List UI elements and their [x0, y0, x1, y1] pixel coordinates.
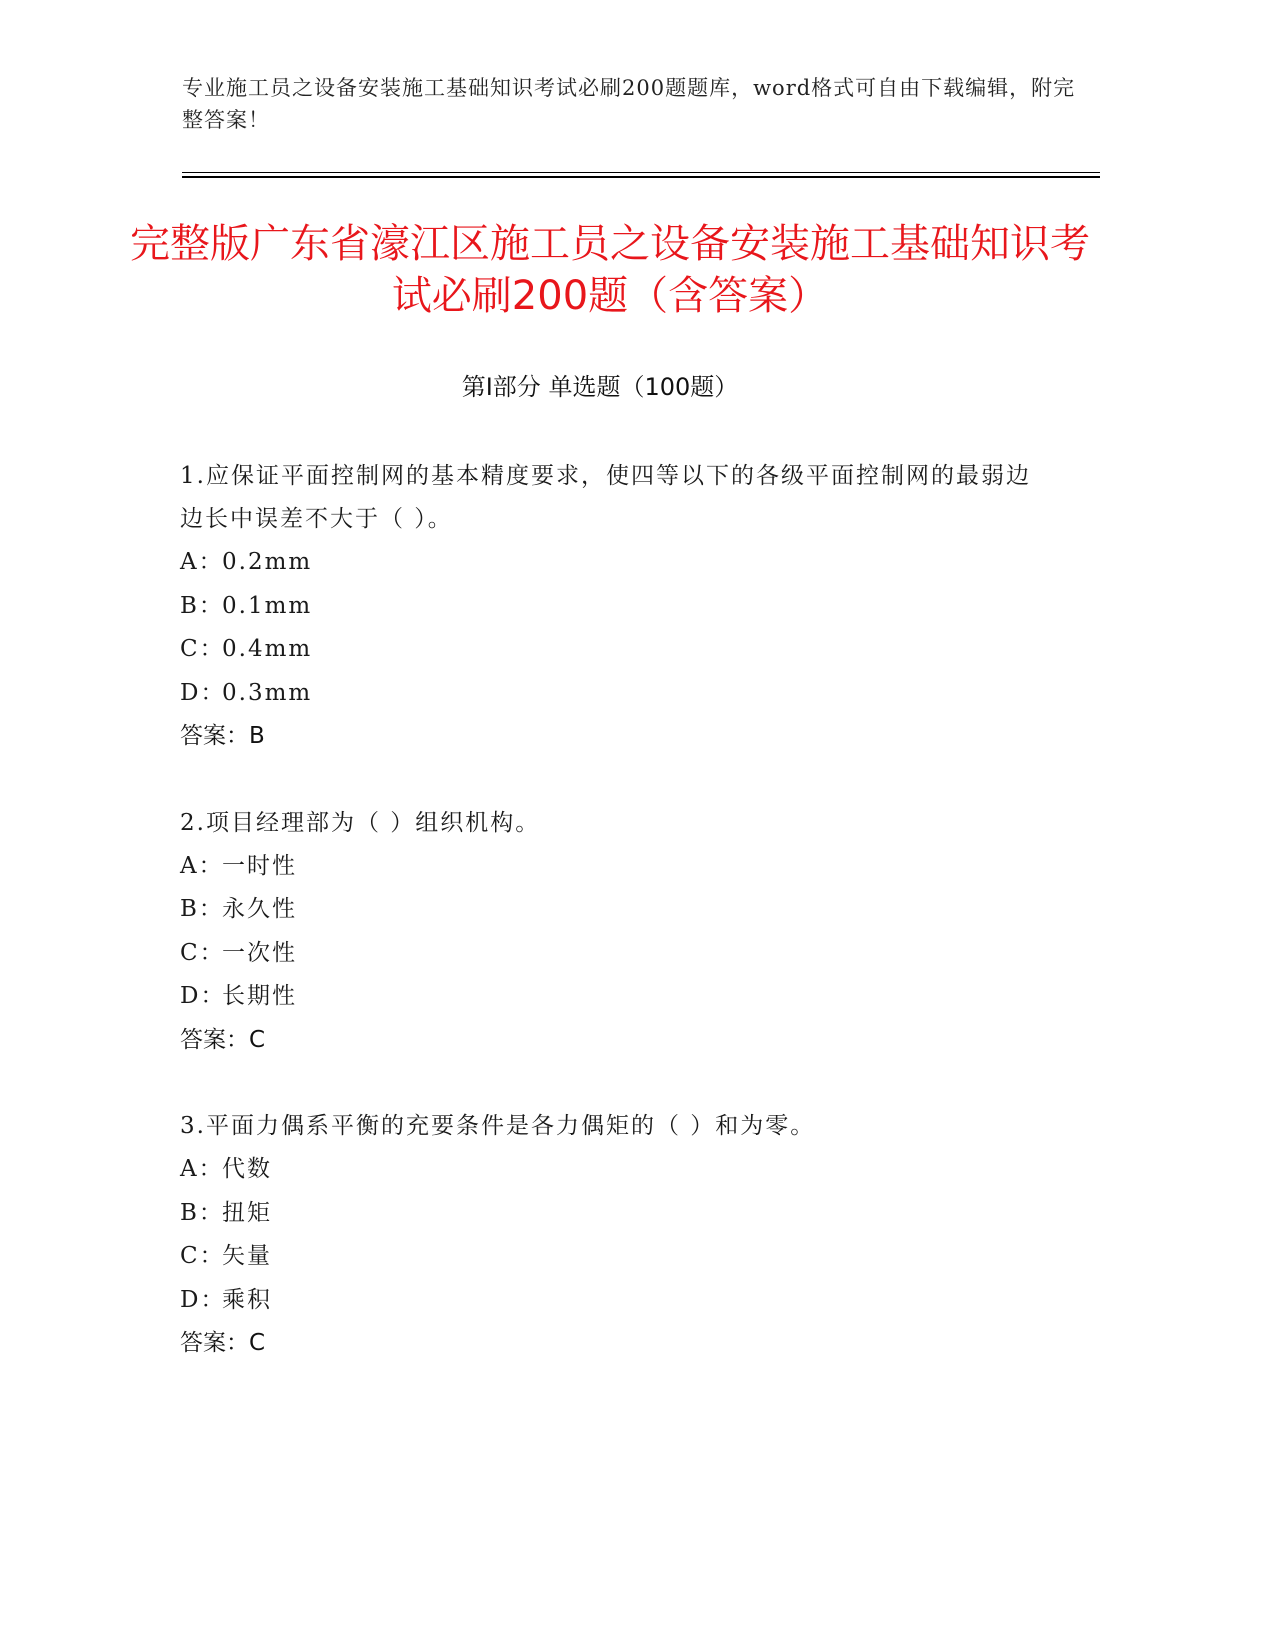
- option-c: [180, 932, 1040, 976]
- option-d: [180, 975, 1040, 1019]
- question-stem: 1.应保证平面控制网的基本精度要求，使四等以下的各级平面控制网的最弱边边长中误差不大于（ ）。: [180, 463, 1031, 532]
- option-letter: D：: [180, 1286, 226, 1313]
- option-letter: D：: [180, 679, 226, 706]
- option-letter: C：: [180, 939, 225, 966]
- option-text: 0.3mm: [222, 679, 313, 706]
- option-letter: C：: [180, 1243, 225, 1269]
- option-c: [180, 1235, 1040, 1279]
- option-a: [180, 541, 1040, 585]
- option-b: [180, 1192, 1040, 1236]
- answer-line: 答案：B: [180, 723, 265, 749]
- option-letter: B：: [180, 1199, 224, 1226]
- option-c: [180, 628, 1040, 672]
- option-d: [180, 672, 1040, 716]
- option-letter: B：: [180, 592, 224, 619]
- question-1: [180, 455, 1040, 759]
- document-title: 完整版广东省濠江区施工员之设备安装施工基础知识考试必刷200题（含答案）: [130, 221, 1090, 319]
- option-text: 0.1mm: [222, 592, 313, 619]
- option-letter: A：: [180, 852, 224, 879]
- question-stem: 2.项目经理部为（ ）组织机构。: [180, 809, 541, 836]
- option-letter: A：: [180, 549, 224, 575]
- option-text: 长期性: [222, 983, 297, 1009]
- question-3: [180, 1105, 1040, 1366]
- option-letter: B：: [180, 896, 224, 922]
- header-note: 专业施工员之设备安装施工基础知识考试必刷200题题库，word格式可自由下载编辑，附完整答案！: [182, 76, 1076, 132]
- section-heading: 第I部分 单选题（100题）: [461, 373, 739, 401]
- option-text: 一次性: [222, 939, 297, 966]
- option-text: 扭矩: [222, 1199, 272, 1226]
- question-2: [180, 802, 1040, 1063]
- option-b: [180, 888, 1040, 932]
- option-letter: C：: [180, 636, 225, 662]
- question-list: [180, 455, 1040, 1409]
- question-stem: 3.平面力偶系平衡的充要条件是各力偶矩的（ ）和为零。: [180, 1113, 816, 1139]
- option-text: 乘积: [222, 1286, 272, 1313]
- option-text: 0.4mm: [222, 636, 313, 662]
- option-a: [180, 1148, 1040, 1192]
- option-letter: A：: [180, 1156, 224, 1182]
- option-d: [180, 1279, 1040, 1323]
- option-text: 矢量: [222, 1243, 272, 1269]
- option-text: 0.2mm: [222, 549, 313, 575]
- answer-line: 答案：C: [180, 1026, 266, 1053]
- option-text: 一时性: [222, 852, 297, 879]
- answer-line: 答案：C: [180, 1330, 266, 1356]
- header-divider-thick: [182, 176, 1100, 178]
- option-text: 代数: [222, 1156, 272, 1182]
- option-letter: D：: [180, 983, 226, 1009]
- option-a: [180, 845, 1040, 889]
- option-text: 永久性: [222, 896, 297, 922]
- option-b: [180, 585, 1040, 629]
- header-divider-thin: [182, 172, 1100, 173]
